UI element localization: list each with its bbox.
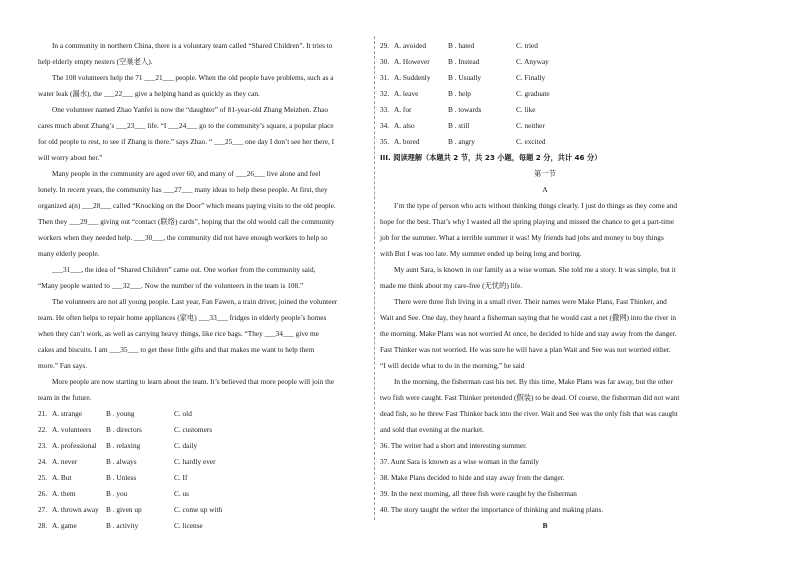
passage-line: and sold that evening at the market. — [380, 425, 484, 434]
question-number: 35. — [380, 137, 390, 146]
question-number: 33. — [380, 105, 390, 114]
passage-line: “Many people wanted to ___32___. Now the number of the volunteers in the team is 108.” — [38, 281, 304, 290]
option-c[interactable]: C. Finally — [516, 73, 546, 82]
true-false-item: 37. Aunt Sara is known as a wise woman in the family — [380, 457, 539, 466]
passage-line: One volunteer named Zhao Yanfei is now the “daughter” of 81-year-old Zhang Meizhen. Zhao — [52, 105, 329, 114]
passage-line: made me think about my care-free (无忧的) life. — [380, 281, 523, 290]
option-b[interactable]: B . still — [448, 121, 470, 130]
option-b[interactable]: B . given up — [106, 505, 142, 514]
option-c[interactable]: C. graduate — [516, 89, 550, 98]
option-c[interactable]: C. hardly ever — [174, 457, 216, 466]
option-c[interactable]: C. If — [174, 473, 188, 482]
option-a[interactable]: A. avoided — [394, 41, 427, 50]
question-number: 22. — [38, 425, 48, 434]
option-c[interactable]: C. excited — [516, 137, 546, 146]
passage-line: ___31___, the idea of “Shared Children” came out. One worker from the community said, — [52, 265, 316, 274]
option-b[interactable]: B . young — [106, 409, 135, 418]
option-a[interactable]: A. But — [52, 473, 72, 482]
passage-line: with But I was too late. My summer ended up being long and boring. — [380, 249, 582, 258]
passage-line: two fish were caught. Fast Thinker pretended (假装) to be dead. Of course, the fisherman did not want — [380, 393, 680, 402]
option-c[interactable]: C. like — [516, 105, 536, 114]
question-number: 26. — [38, 489, 48, 498]
true-false-item: 38. Make Plans decided to hide and stay away from the danger. — [380, 473, 565, 482]
passage-line: In the morning, the fisherman cast his net. By this time, Make Plans was far away, but the other — [394, 377, 673, 386]
true-false-item: 40. The story taught the writer the importance of thinking and making plans. — [380, 505, 604, 514]
passage-line: There were three fish living in a small river. Their names were Make Plans, Fast Thinker, and — [394, 297, 667, 306]
passage-line: the morning. Make Plans was not worried At once, he decided to hide and stay away from the danger. — [380, 329, 677, 338]
option-b[interactable]: B . help — [448, 89, 471, 98]
passage-line: help elderly empty nesters (空巢老人). — [38, 57, 153, 66]
option-a[interactable]: A. However — [394, 57, 430, 66]
option-a[interactable]: A. game — [52, 521, 77, 530]
passage-label: A — [542, 185, 548, 194]
passage-line: water leak (漏水), the ___22___ give a helping hand as quickly as they can. — [38, 89, 260, 98]
column-divider — [374, 36, 375, 520]
option-b[interactable]: B . directors — [106, 425, 142, 434]
option-b[interactable]: B . hated — [448, 41, 475, 50]
option-a[interactable]: A. Suddenly — [394, 73, 431, 82]
option-b[interactable]: B . always — [106, 457, 137, 466]
true-false-item: 39. In the next morning, all three fish were caught by the fisherman — [380, 489, 577, 498]
passage-line: will worry about her.” — [38, 153, 103, 162]
option-c[interactable]: C. Anyway — [516, 57, 549, 66]
passage-line: “I will decide what to do in the morning,” he said — [380, 361, 525, 370]
passage-line: team in the future. — [38, 393, 92, 402]
option-c[interactable]: C. us — [174, 489, 190, 498]
question-number: 29. — [380, 41, 390, 50]
question-number: 21. — [38, 409, 48, 418]
option-a[interactable]: A. strange — [52, 409, 82, 418]
passage-line: team. He often helps to repair home appliances (家电) ___33___ fridges in elderly people’s homes — [38, 313, 327, 322]
passage-line: for old people to rest, to see if Zhang is there.” says Zhao. “ ___25___ one day I don’t see her there, I — [38, 137, 335, 146]
option-b[interactable]: B . relaxing — [106, 441, 141, 450]
option-c[interactable]: C. come up with — [174, 505, 223, 514]
option-c[interactable]: C. neither — [516, 121, 545, 130]
option-c[interactable]: C. tried — [516, 41, 538, 50]
passage-line: cakes and biscuits. I am ___35___ to get these little gifts and that makes me want to help them — [38, 345, 315, 354]
passage-line: when they can’t work, as well as carrying heavy things, like rice bags. “They ___34___ give me — [38, 329, 319, 338]
question-number: 28. — [38, 521, 48, 530]
passage-line: More people are now starting to learn about the team. It’s believed that more people will join the — [52, 377, 335, 386]
option-a[interactable]: A. bored — [394, 137, 420, 146]
option-a[interactable]: A. leave — [394, 89, 419, 98]
option-b[interactable]: B . Instead — [448, 57, 480, 66]
question-number: 32. — [380, 89, 390, 98]
option-c[interactable]: C. old — [174, 409, 192, 418]
option-b[interactable]: B . angry — [448, 137, 475, 146]
passage-line: more.” Fan says. — [38, 361, 88, 370]
passage-line: I’m the type of person who acts without thinking things clearly. I just do things as they come and — [394, 201, 678, 210]
passage-line: job for the summer. What a terrible summer it was! My friends had jobs and money to buy things — [380, 233, 664, 242]
passage-line: dead fish, so he threw Fast Thinker back into the river. Wait and See was the only fish that was caught — [380, 409, 678, 418]
passage-line: workers when they needed help. ___30___, the community did not have enough workers to help so — [38, 233, 328, 242]
passage-line: many elderly people. — [38, 249, 100, 258]
option-c[interactable]: C. license — [174, 521, 203, 530]
passage-line: Fast Thinker was not worried. He was sure he will have a plan Wait and See was not worried either. — [380, 345, 671, 354]
question-number: 30. — [380, 57, 390, 66]
question-number: 25. — [38, 473, 48, 482]
option-c[interactable]: C. daily — [174, 441, 198, 450]
question-number: 24. — [38, 457, 48, 466]
option-a[interactable]: A. volunteers — [52, 425, 92, 434]
true-false-item: 36. The writer had a short and interesting summer. — [380, 441, 527, 450]
section-subheading: 第一节 — [534, 169, 556, 178]
option-a[interactable]: A. also — [394, 121, 415, 130]
passage-line: organized a(n) ___28___ called “Knocking on the Door” which means paying visits to the old people. — [38, 201, 336, 210]
option-b[interactable]: B . towards — [448, 105, 482, 114]
passage-line: My aunt Sara, is known in our family as a wise woman. She told me a story. It was simple, but it — [394, 265, 676, 274]
option-b[interactable]: B . activity — [106, 521, 139, 530]
question-number: 31. — [380, 73, 390, 82]
question-number: 23. — [38, 441, 48, 450]
passage-line: In a community in northern China, there is a voluntary team called “Shared Children”. It tries to — [52, 41, 333, 50]
passage-line: hope for the best. That’s why I wasted all the spring playing and missed the chance to get a part-time — [380, 217, 675, 226]
passage-line: Wait and See. One day, they heard a fisherman saying that he would cast a net (撒网) into the river in — [380, 313, 676, 322]
option-a[interactable]: A. thrown away — [52, 505, 99, 514]
option-a[interactable]: A. professional — [52, 441, 97, 450]
passage-line: Many people in the community are aged over 60, and many of ___26___ live alone and feel — [52, 169, 321, 178]
option-a[interactable]: A. them — [52, 489, 76, 498]
section-heading: III. 阅读理解（本题共 2 节，共 23 小题，每题 2 分，共计 46 分） — [380, 153, 602, 162]
passage-line: Then they ___29___ giving out “contact (联络) cards”, hoping that the old would call the community — [38, 217, 335, 226]
option-b[interactable]: B . Usually — [448, 73, 482, 82]
option-a[interactable]: A. for — [394, 105, 412, 114]
passage-line: The volunteers are not all young people. Last year, Fan Fawen, a train driver, joined the volunteer — [52, 297, 338, 306]
question-number: 27. — [38, 505, 48, 514]
option-a[interactable]: A. never — [52, 457, 78, 466]
question-number: 34. — [380, 121, 390, 130]
passage-line: cares much about Zhang’s ___23___ life. “I ___24___ go to the community’s square, a popular place — [38, 121, 334, 130]
option-b[interactable]: B . you — [106, 489, 128, 498]
option-c[interactable]: C. customers — [174, 425, 213, 434]
next-passage-label: B — [542, 521, 548, 530]
option-b[interactable]: B . Unless — [106, 473, 137, 482]
passage-line: The 108 volunteers help the 71 ___21___ people. When the old people have problems, such as a — [52, 73, 334, 82]
passage-line: lonely. In recent years, the community has ___27___ many ideas to help these people. At first, they — [38, 185, 328, 194]
